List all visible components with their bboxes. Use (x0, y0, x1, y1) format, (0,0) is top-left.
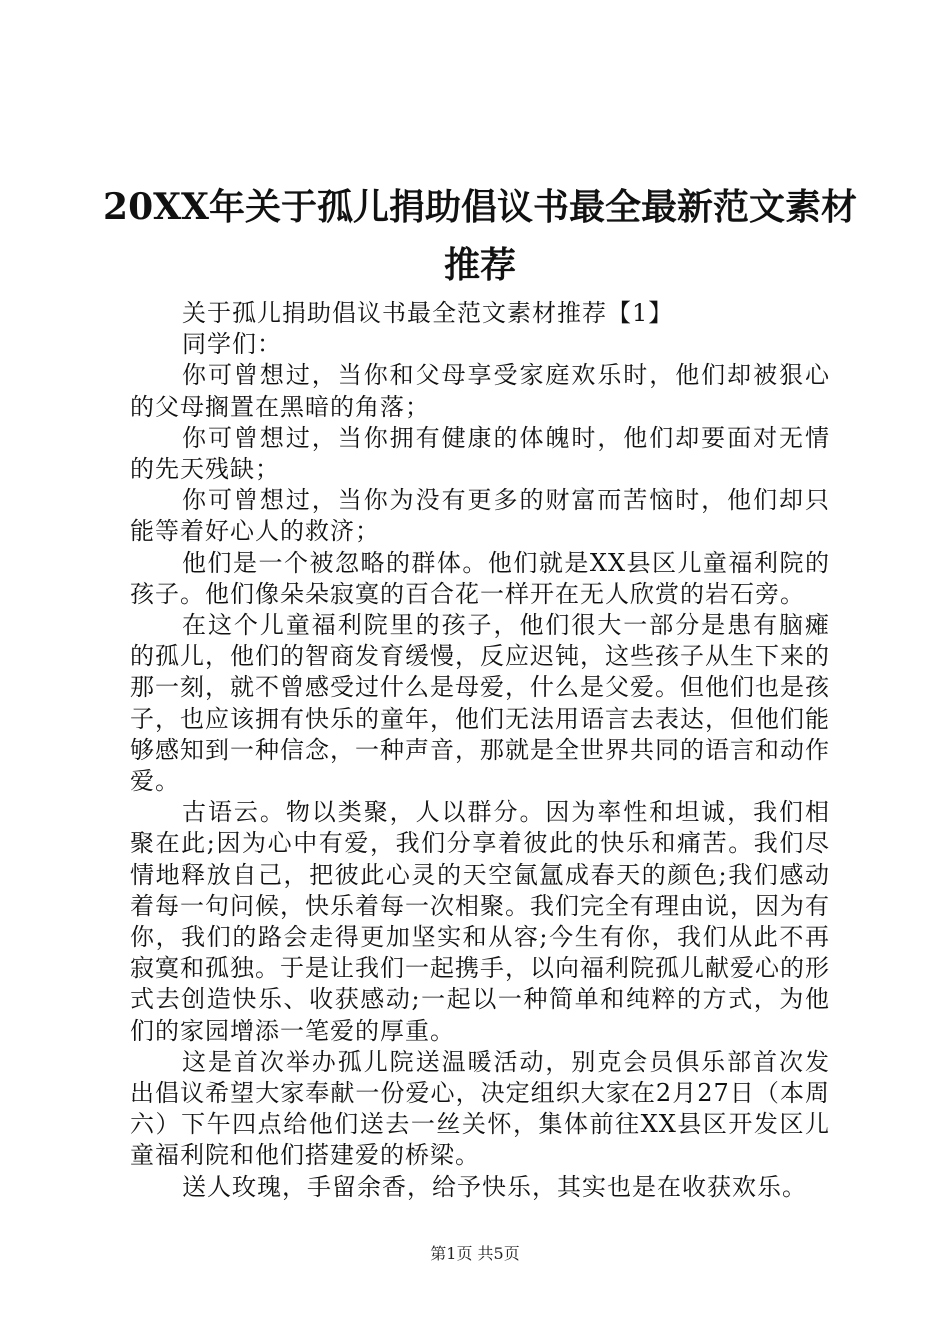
paragraph: 你可曾想过，当你和父母享受家庭欢乐时，他们却被狠心的父母搁置在黑暗的角落； (130, 361, 830, 421)
salutation: 同学们： (182, 330, 282, 359)
paragraph: 他们是一个被忽略的群体。他们就是XX县区儿童福利院的孩子。他们像朵朵寂寞的百合花一样开在无人欣赏的岩石旁。 (130, 548, 830, 608)
paragraph: 在这个儿童福利院里的孩子，他们很大一部分是患有脑瘫的孤儿，他们的智商发育缓慢，反应迟钝，这些孩子从生下来的那一刻，就不曾感受过什么是母爱，什么是父爱。但他们也是孩子，也应该拥有快乐的童年，他们无法用语言去表达，但他们能够感知到一种信念，一种声音，那就是全世界共同的语言和动作爱。 (130, 611, 830, 796)
paragraph: 古语云。物以类聚，人以群分。因为率性和坦诚，我们相聚在此;因为心中有爱，我们分享着彼此的快乐和痛苦。我们尽情地释放自己，把彼此心灵的天空氤氲成春天的颜色;我们感动着每一句问候，快乐着每一次相聚。我们完全有理由说，因为有你，我们的路会走得更加坚实和从容;今生有你，我们从此不再寂寞和孤独。于是让我们一起携手，以向福利院孤儿献爱心的形式去创造快乐、收获感动;一起以一种简单和纯粹的方式，为他们的家园增添一笔爱的厚重。 (130, 798, 830, 1045)
document-body (130, 298, 830, 1203)
paragraph: 你可曾想过，当你拥有健康的体魄时，他们却要面对无情的先天残缺； (130, 423, 830, 484)
paragraph: 这是首次举办孤儿院送温暖活动，别克会员俱乐部首次发出倡议希望大家奉献一份爱心，决定组织大家在2月27日（本周六）下午四点给他们送去一丝关怀，集体前往XX县区开发区儿童福利院和他们搭建爱的桥梁。 (130, 1047, 830, 1170)
paragraph: 你可曾想过，当你为没有更多的财富而苦恼时，他们却只能等着好心人的救济； (130, 486, 830, 546)
paragraph: 送人玫瑰，手留余香，给予快乐，其实也是在收获欢乐。 (182, 1172, 807, 1201)
page-number-footer: 第1页 共5页 (430, 1244, 520, 1263)
section-heading: 关于孤儿捐助倡议书最全范文素材推荐【1】 (182, 299, 674, 327)
document-title: 20XX年关于孤儿捐助倡议书最全最新范文素材推荐 (103, 186, 857, 286)
